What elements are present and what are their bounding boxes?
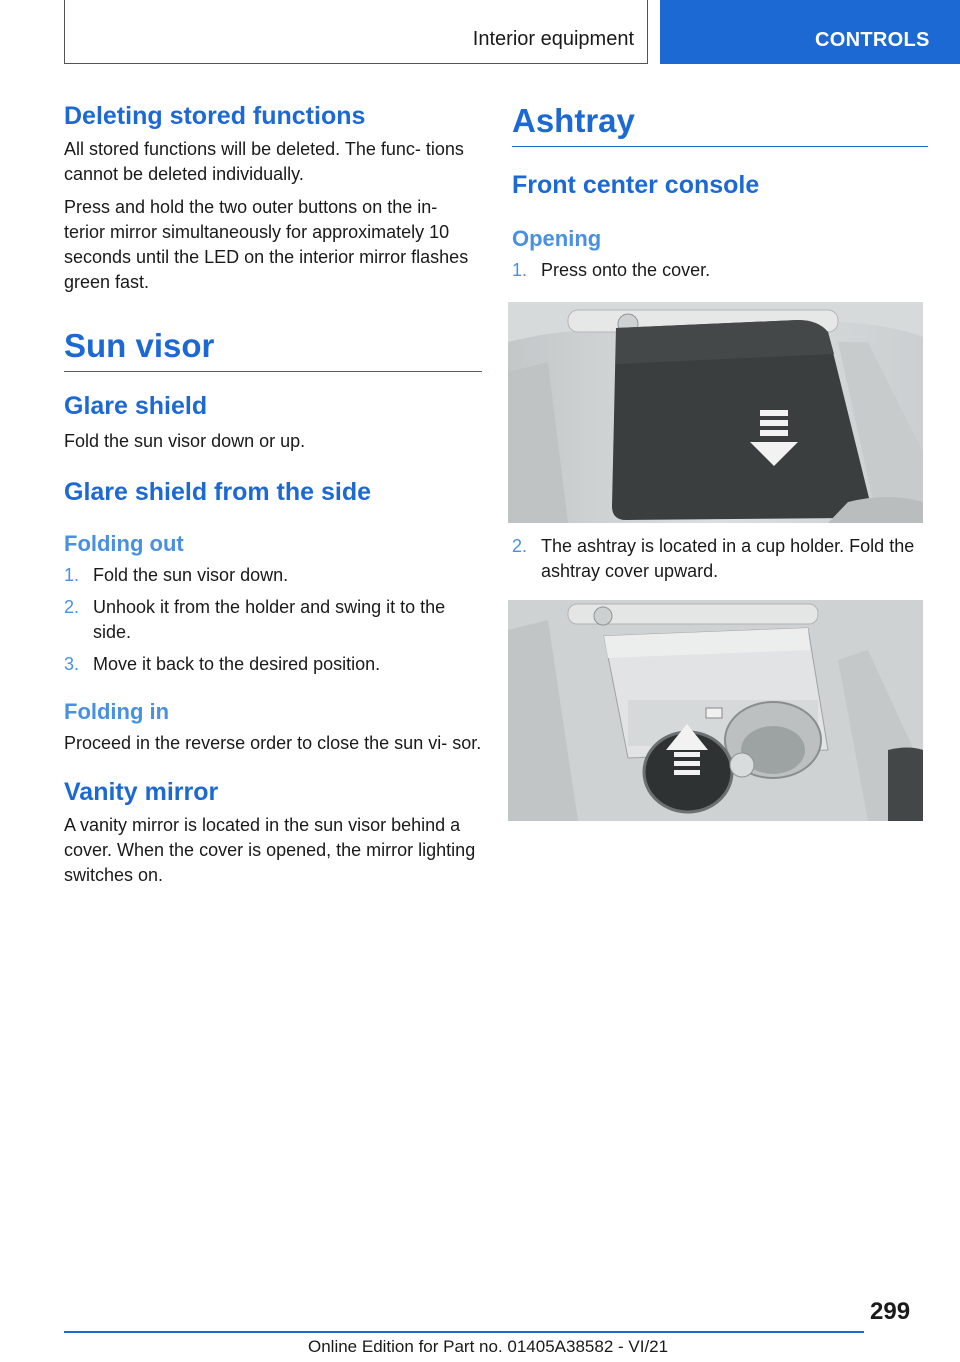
list-item <box>64 563 482 588</box>
ashtray-cup-holder-image <box>508 600 923 821</box>
vanity-mirror-heading: Vanity mirror <box>64 778 219 806</box>
step-number: 3. <box>64 654 80 674</box>
deleting-text-1: All stored functions will be deleted. The func‐ tions cannot be deleted individually. <box>64 139 464 184</box>
header-chapter-label: CONTROLS <box>815 29 930 51</box>
footer-rule <box>64 1331 864 1333</box>
list-item <box>64 595 482 645</box>
deleting-text-2: Press and hold the two outer buttons on the in‐ terior mirror simultaneously for approximately 10 seconds until the LED on the interior mirror flashes green fast. <box>64 197 469 292</box>
opening-steps-2 <box>512 534 928 584</box>
folding-out-heading: Folding out <box>64 531 184 556</box>
sun-visor-heading: Sun visor <box>64 327 482 372</box>
step-text: Fold the sun visor down. <box>93 565 289 585</box>
folding-out-steps <box>64 563 482 677</box>
folding-in-heading: Folding in <box>64 699 170 724</box>
right-column-continued <box>512 534 928 584</box>
folding-in-text: Proceed in the reverse order to close the sun vi‐ sor. <box>64 733 482 753</box>
opening-heading: Opening <box>512 226 602 251</box>
step-text: The ashtray is located in a cup holder. Fold the ashtray cover upward. <box>541 536 915 581</box>
step-number: 1. <box>512 260 528 280</box>
step-number: 1. <box>64 565 80 585</box>
ashtray-heading: Ashtray <box>512 102 928 147</box>
right-column <box>512 100 928 283</box>
page-number: 299 <box>870 1298 911 1325</box>
list-item <box>512 258 928 283</box>
vanity-mirror-text: A vanity mirror is located in the sun visor behind a cover. When the cover is opened, the mirror lighting switches on. <box>64 815 476 885</box>
ashtray-cover-closed-image <box>508 302 923 523</box>
header-section-title: Interior equipment <box>472 28 634 50</box>
left-column <box>64 100 482 888</box>
step-text: Unhook it from the holder and swing it to the side. <box>93 597 446 642</box>
step-number: 2. <box>512 536 528 556</box>
step-text: Move it back to the desired position. <box>93 654 381 674</box>
footer-edition: Online Edition for Part no. 01405A38582 - VI/21 <box>308 1337 669 1356</box>
glare-side-heading: Glare shield from the side <box>64 478 372 506</box>
deleting-heading: Deleting stored functions <box>64 102 366 130</box>
header-chapter-tab[interactable] <box>660 0 960 64</box>
glare-shield-text: Fold the sun visor down or up. <box>64 431 306 451</box>
step-number: 2. <box>64 597 80 617</box>
front-center-console-heading: Front center console <box>512 171 760 199</box>
step-text: Press onto the cover. <box>541 260 711 280</box>
opening-steps-1 <box>512 258 928 283</box>
list-item <box>512 534 928 584</box>
list-item <box>64 652 482 677</box>
glare-shield-heading: Glare shield <box>64 392 208 420</box>
